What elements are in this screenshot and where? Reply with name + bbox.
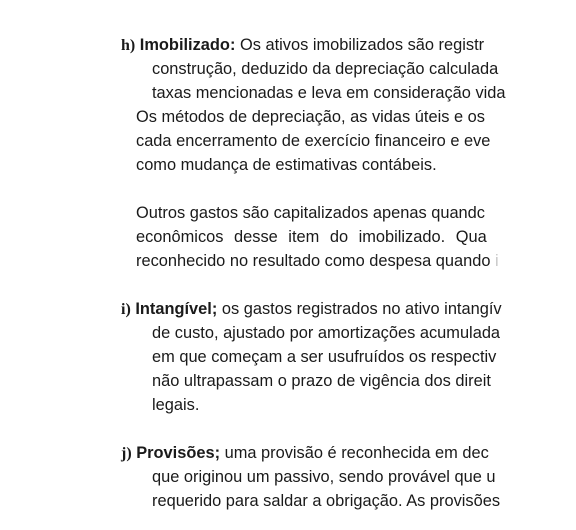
section-i-letter: i) bbox=[121, 301, 131, 318]
section-h-para2-line-2-text: econômicos desse item do imobilizado. Qua bbox=[136, 228, 487, 246]
section-h-para2-line-3 bbox=[136, 251, 499, 271]
section-h-para1-line-1: Os métodos de depreciação, as vidas úteis e os bbox=[136, 108, 485, 126]
section-h-letter: h) bbox=[121, 37, 136, 54]
section-h-line-3: taxas mencionadas e leva em consideração vida bbox=[152, 84, 506, 102]
section-h-para2-line-3-text: reconhecido no resultado como despesa quando bbox=[136, 252, 491, 270]
section-j-title: Provisões; bbox=[136, 444, 221, 462]
section-j-line-2: que originou um passivo, sendo provável que u bbox=[152, 468, 496, 486]
section-j-text-1: uma provisão é reconhecida em dec bbox=[220, 444, 489, 462]
section-h-text-1: Os ativos imobilizados são registr bbox=[235, 36, 485, 54]
section-j-letter: j) bbox=[121, 445, 132, 462]
section-h-para2-line-3-faded: i bbox=[490, 252, 499, 270]
section-j-line-3: requerido para saldar a obrigação. As provisões bbox=[152, 492, 501, 510]
section-i-line-5: legais. bbox=[152, 396, 200, 414]
section-i-line-3: em que começam a ser usufruídos os respectiv bbox=[152, 348, 497, 366]
section-h-title: Imobilizado: bbox=[139, 36, 236, 54]
section-i-title: Intangível; bbox=[135, 300, 218, 318]
section-i-line-1 bbox=[121, 299, 502, 320]
section-i-line-2: de custo, ajustado por amortizações acumulada bbox=[152, 324, 501, 342]
section-h-para2-line-2 bbox=[136, 227, 487, 247]
section-j-line-1 bbox=[121, 443, 489, 464]
section-h-para1-line-2: cada encerramento de exercício financeiro e eve bbox=[136, 132, 491, 150]
section-h-para1-line-3: como mudança de estimativas contábeis. bbox=[136, 156, 437, 174]
section-i-text-1: os gastos registrados no ativo intangív bbox=[217, 300, 502, 318]
section-i-line-4: não ultrapassam o prazo de vigência dos direit bbox=[152, 372, 491, 390]
section-h-line-1 bbox=[121, 35, 484, 56]
section-h-para2-line-1: Outros gastos são capitalizados apenas quandc bbox=[136, 204, 485, 222]
section-h-line-2: construção, deduzido da depreciação calculada bbox=[152, 60, 499, 78]
